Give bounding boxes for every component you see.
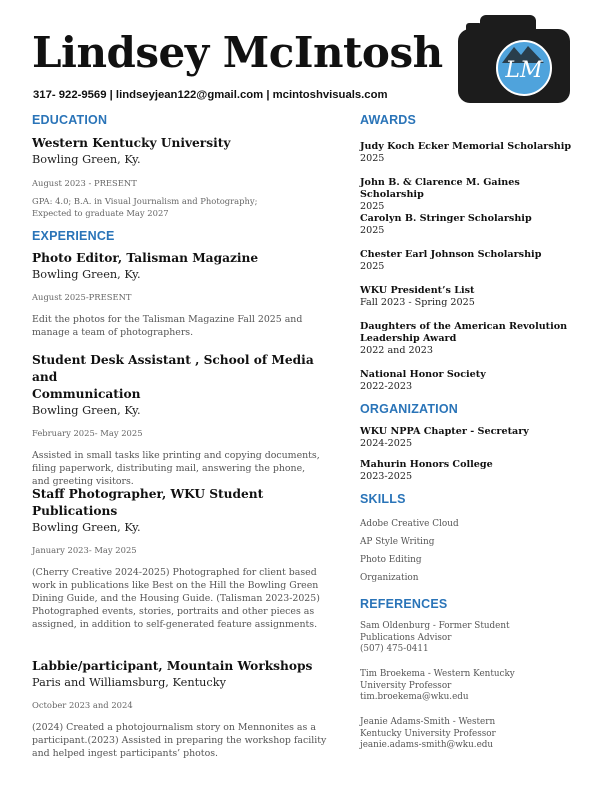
education-detail: GPA: 4.0; B.A. in Visual Journalism and Photography; Expected to graduate May 2027 (32, 196, 258, 218)
education-school: Western Kentucky University (32, 136, 231, 150)
resume-name: Lindsey McIntosh (32, 28, 443, 77)
award-item: Daughters of the American Revolution Leadership Award 2022 and 2023 (360, 321, 568, 356)
job-description: (Cherry Creative 2024-2025) Photographed for client based work in publications like Best on the Hill the Bowling Green Dining Guide, and the Housing Guide. (Talisman 2023-2025) Photographed events, stories, portraits and other pieces as assigned, in addition to self-generated feature assignments. (32, 567, 320, 630)
job-title: Student Desk Assistant , School of Media and Communication (32, 353, 314, 401)
job-description: Assisted in small tasks like printing and copying documents, filing paperwork, distributing mail, answering the phone, and greeting visitors. (32, 450, 320, 487)
job-location: Paris and Williamsburg, Kentucky (32, 676, 226, 689)
job-location: Bowling Green, Ky. (32, 404, 141, 417)
skill-item: AP Style Writing (360, 537, 435, 547)
contact-line: 317- 922-9569 | lindseyjean122@gmail.com | mcintoshvisuals.com (33, 89, 388, 101)
experience-item (32, 658, 332, 760)
camera-logo-icon (458, 13, 572, 105)
job-date: August 2025-PRESENT (32, 292, 132, 302)
job-description: (2024) Created a photojournalism story on Mennonites as a participant.(2023) Assisted in preparing the workshop facility and helped ingest participants’ photos. (32, 722, 327, 759)
award-item: John B. & Clarence M. Gaines Scholarship 2025 (360, 177, 520, 212)
skills-heading: SKILLS (360, 492, 406, 506)
job-description: Edit the photos for the Talisman Magazine Fall 2025 and manage a team of photographers. (32, 314, 303, 338)
awards-heading: AWARDS (360, 113, 417, 127)
experience-item (32, 250, 332, 339)
education-location: Bowling Green, Ky. (32, 153, 141, 166)
job-title: Staff Photographer, WKU Student Publications (32, 487, 264, 518)
experience-item (32, 352, 332, 488)
award-item: Carolyn B. Stringer Scholarship 2025 (360, 213, 532, 236)
job-location: Bowling Green, Ky. (32, 268, 141, 281)
reference-item: Sam Oldenburg - Former Student Publications Advisor (507) 475-0411 (360, 621, 510, 654)
job-title: Photo Editor, Talisman Magazine (32, 251, 259, 265)
organization-heading: ORGANIZATION (360, 402, 458, 416)
skill-item: Adobe Creative Cloud (360, 519, 459, 529)
organization-item: WKU NPPA Chapter - Secretary 2024-2025 (360, 426, 529, 449)
education-date: August 2023 - PRESENT (32, 178, 137, 188)
job-date: January 2023- May 2025 (32, 545, 137, 555)
award-item: Judy Koch Ecker Memorial Scholarship 2025 (360, 141, 572, 164)
award-item: WKU President’s List Fall 2023 - Spring 2025 (360, 285, 475, 308)
job-date: October 2023 and 2024 (32, 700, 133, 710)
job-title: Labbie/participant, Mountain Workshops (32, 659, 313, 673)
job-date: February 2025- May 2025 (32, 428, 143, 438)
organization-item: Mahurin Honors College 2023-2025 (360, 459, 493, 482)
reference-item: Jeanie Adams-Smith - Western Kentucky University Professor jeanie.adams-smith@wku.edu (360, 717, 496, 750)
experience-heading: EXPERIENCE (32, 229, 115, 243)
references-heading: REFERENCES (360, 597, 448, 611)
award-item: Chester Earl Johnson Scholarship 2025 (360, 249, 542, 272)
education-heading: EDUCATION (32, 113, 108, 127)
skill-item: Photo Editing (360, 555, 422, 565)
reference-item: Tim Broekema - Western Kentucky University Professor tim.broekema@wku.edu (360, 669, 515, 702)
experience-item (32, 486, 332, 631)
logo-monogram: LM (505, 58, 543, 83)
skill-item: Organization (360, 573, 419, 583)
award-item: National Honor Society 2022-2023 (360, 369, 486, 392)
job-location: Bowling Green, Ky. (32, 521, 141, 534)
